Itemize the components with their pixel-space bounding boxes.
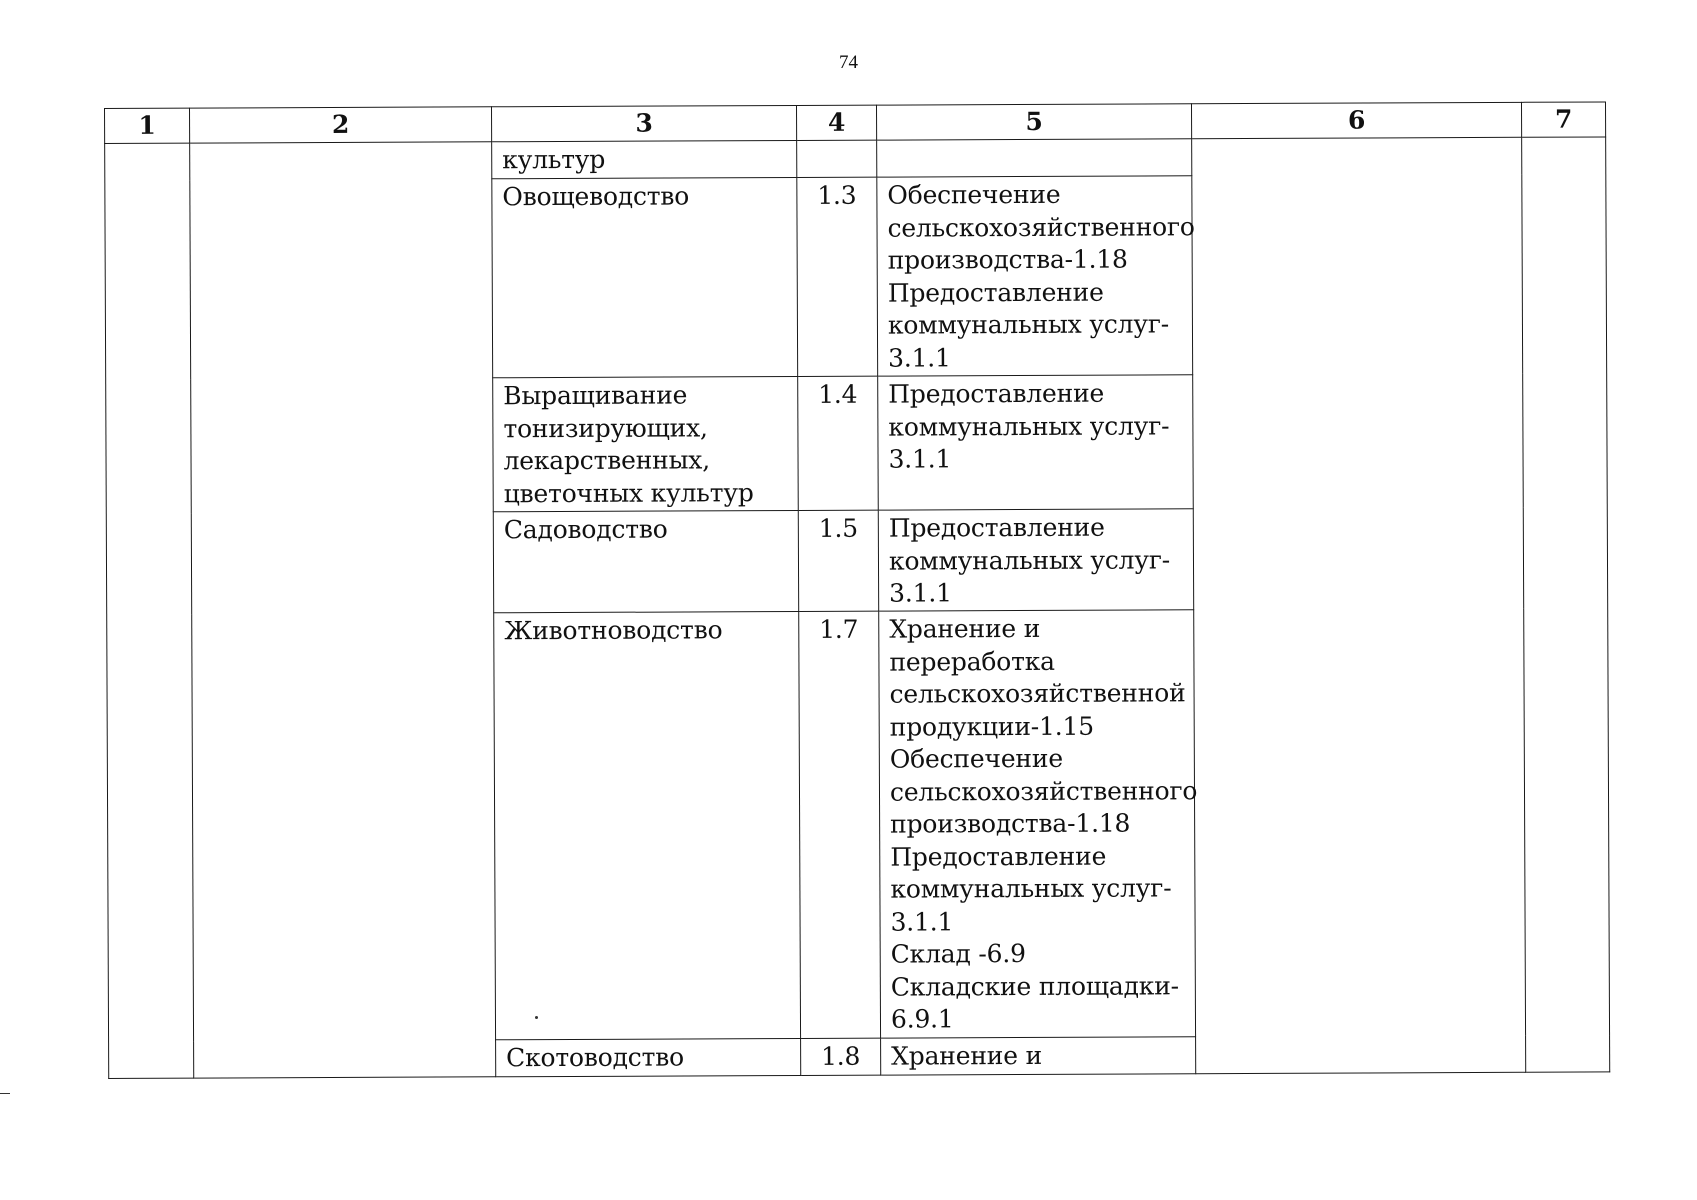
code-cell: 1.3 bbox=[797, 177, 878, 376]
cell-text-line: тонизирующих, bbox=[503, 412, 708, 443]
column-header: 1 bbox=[105, 108, 190, 143]
cell-text-line: Склад -6.9 bbox=[890, 938, 1026, 969]
land-use-type-cell bbox=[493, 510, 798, 612]
page-number: 74 bbox=[839, 52, 858, 73]
cell-text-line: сельскохозяйственного bbox=[889, 775, 1198, 807]
column-header: 6 bbox=[1191, 102, 1521, 138]
auxiliary-use-cell bbox=[881, 1037, 1196, 1075]
scan-edge-mark bbox=[0, 1093, 10, 1094]
cell-text-line: 3.1.1 bbox=[889, 578, 952, 608]
land-use-table bbox=[104, 101, 1610, 1079]
auxiliary-use-cell bbox=[878, 509, 1193, 611]
cell-text-line: Складские площадки- bbox=[890, 970, 1179, 1002]
land-use-type-cell bbox=[492, 177, 798, 377]
cell-text-line: 3.1.1 bbox=[888, 342, 951, 373]
cell-text-line: Обеспечение bbox=[887, 179, 1061, 210]
cell-text-line: Предоставление bbox=[890, 841, 1107, 872]
cell-text-line: Животноводство bbox=[504, 615, 723, 646]
scan-speck bbox=[535, 1016, 538, 1019]
cell-text-line: лекарственных, bbox=[503, 445, 710, 476]
cell-text-line: коммунальных услуг- bbox=[887, 309, 1170, 340]
cell-text-line: производства-1.18 bbox=[887, 244, 1128, 275]
column-1-cell bbox=[105, 143, 194, 1078]
code-cell: 1.4 bbox=[798, 376, 879, 510]
cell-text-line: культур bbox=[502, 144, 606, 175]
cell-text-line: Обеспечение bbox=[889, 743, 1063, 774]
cell-text-line: Выращивание bbox=[503, 380, 688, 411]
cell-text-line: Садоводство bbox=[503, 514, 668, 545]
cell-text-line: 6.9.1 bbox=[890, 1004, 954, 1034]
column-2-cell bbox=[190, 142, 496, 1078]
cell-text-line: коммунальных услуг- bbox=[888, 410, 1170, 442]
column-6-cell bbox=[1192, 137, 1526, 1073]
auxiliary-use-cell bbox=[877, 176, 1193, 376]
cell-text-line: Предоставление bbox=[887, 277, 1104, 308]
column-7-cell bbox=[1522, 137, 1610, 1072]
cell-text-line: Хранение и bbox=[891, 1040, 1043, 1071]
cell-text-line: сельскохозяйственного bbox=[887, 211, 1195, 243]
code-cell bbox=[797, 140, 877, 177]
code-cell: 1.5 bbox=[798, 510, 878, 611]
table-row bbox=[105, 137, 1606, 181]
cell-text-line: Предоставление bbox=[888, 512, 1105, 543]
land-use-type-cell bbox=[494, 611, 801, 1039]
cell-text-line: коммунальных услуг- bbox=[890, 873, 1172, 904]
land-use-type-cell bbox=[493, 376, 799, 511]
land-use-type-cell bbox=[492, 140, 797, 178]
cell-text-line: цветочных культур bbox=[503, 477, 754, 508]
column-header: 4 bbox=[796, 105, 876, 140]
auxiliary-use-cell bbox=[877, 139, 1192, 177]
column-header: 2 bbox=[190, 107, 492, 143]
cell-text-line: 3.1.1 bbox=[888, 444, 952, 474]
cell-text-line: продукции-1.15 bbox=[889, 711, 1094, 742]
column-header: 7 bbox=[1521, 102, 1605, 137]
land-use-type-cell bbox=[496, 1038, 801, 1076]
column-header: 5 bbox=[876, 104, 1191, 140]
column-header: 3 bbox=[491, 105, 796, 141]
cell-text-line: Овощеводство bbox=[502, 181, 690, 212]
auxiliary-use-cell bbox=[879, 610, 1196, 1038]
cell-text-line: переработка bbox=[889, 646, 1055, 677]
cell-text-line: производства-1.18 bbox=[890, 808, 1131, 839]
cell-text-line: коммунальных услуг- bbox=[888, 544, 1171, 576]
code-cell: 1.8 bbox=[801, 1038, 881, 1075]
cell-text-line: Скотоводство bbox=[506, 1042, 684, 1073]
code-cell: 1.7 bbox=[799, 611, 881, 1038]
cell-text-line: 3.1.1 bbox=[890, 906, 954, 937]
cell-text-line: сельскохозяйственной bbox=[889, 678, 1186, 709]
auxiliary-use-cell bbox=[878, 375, 1194, 510]
cell-text-line: Хранение и bbox=[889, 613, 1041, 644]
cell-text-line: Предоставление bbox=[888, 378, 1105, 409]
